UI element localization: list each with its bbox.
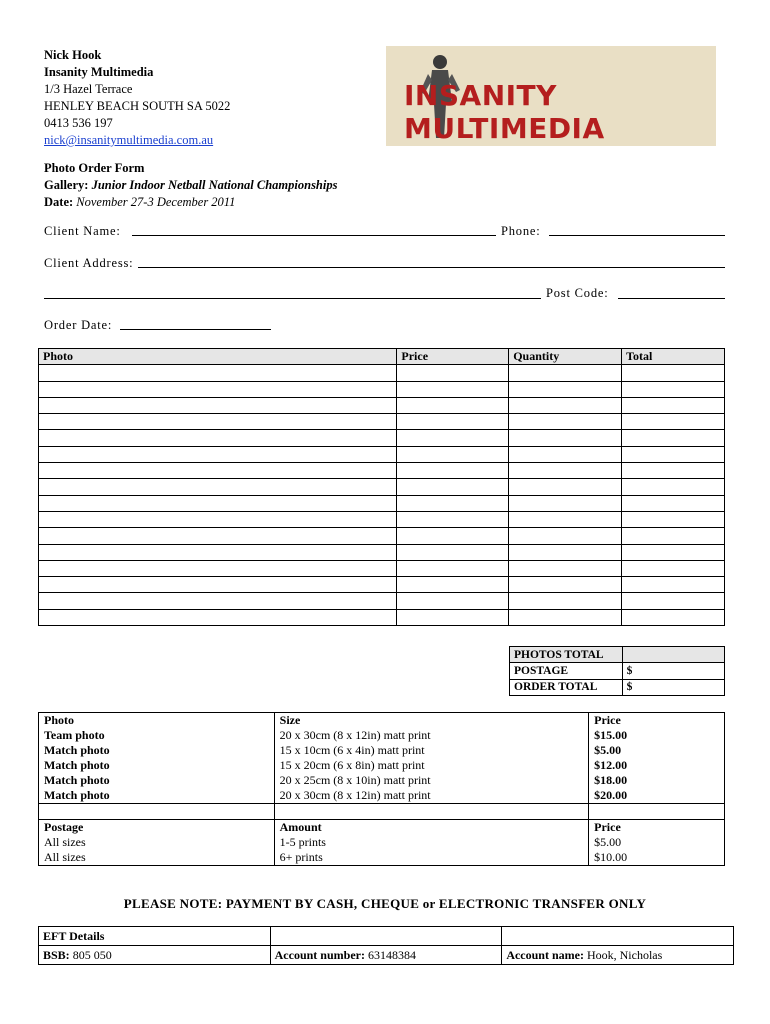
- photo-cell[interactable]: [39, 577, 397, 593]
- quantity-cell[interactable]: [509, 609, 622, 625]
- price-list-price-4: $18.00: [594, 773, 628, 787]
- form-title: Photo Order Form: [44, 161, 145, 175]
- total-cell[interactable]: [622, 560, 725, 576]
- total-cell[interactable]: [622, 479, 725, 495]
- contact-name: Nick Hook: [44, 48, 102, 62]
- order-row: [39, 479, 725, 495]
- postage-amount-header: Amount: [279, 820, 322, 835]
- postage-amount-cell: [274, 820, 589, 866]
- quantity-cell[interactable]: [509, 397, 622, 413]
- postage-value[interactable]: $: [622, 663, 724, 679]
- order-row: [39, 511, 725, 527]
- price-list-row: [39, 713, 725, 804]
- client-name-field[interactable]: [132, 235, 496, 236]
- total-cell[interactable]: [622, 365, 725, 381]
- quantity-cell[interactable]: [509, 495, 622, 511]
- postage-size-2: All sizes: [44, 850, 86, 865]
- quantity-cell[interactable]: [509, 511, 622, 527]
- order-row: [39, 528, 725, 544]
- price-list-price-5: $20.00: [594, 788, 628, 802]
- price-list-table: [38, 712, 725, 866]
- client-name-label: Client Name:: [44, 224, 121, 238]
- price-cell[interactable]: [397, 560, 509, 576]
- quantity-cell[interactable]: [509, 365, 622, 381]
- price-cell[interactable]: [397, 381, 509, 397]
- quantity-cell[interactable]: [509, 479, 622, 495]
- photo-cell[interactable]: [39, 397, 397, 413]
- total-cell[interactable]: [622, 495, 725, 511]
- post-code-field[interactable]: [618, 298, 725, 299]
- price-list-spacer-row: [39, 804, 725, 820]
- order-row: [39, 609, 725, 625]
- price-list-photo-3: Match photo: [44, 758, 110, 772]
- order-date-label: Order Date:: [44, 318, 113, 332]
- contact-address-line2: HENLEY BEACH SOUTH SA 5022: [44, 99, 231, 113]
- eft-title-row: [39, 927, 734, 946]
- price-list-photo-2: Match photo: [44, 743, 110, 757]
- price-list-price-3: $12.00: [594, 758, 628, 772]
- price-list-photo-cell: [39, 713, 275, 804]
- contact-phone: 0413 536 197: [44, 116, 113, 130]
- col-photo-header: Photo: [39, 349, 397, 365]
- photo-cell[interactable]: [39, 609, 397, 625]
- quantity-cell[interactable]: [509, 446, 622, 462]
- photo-cell[interactable]: [39, 528, 397, 544]
- total-cell[interactable]: [622, 544, 725, 560]
- postage-header: Postage: [44, 820, 84, 835]
- price-cell[interactable]: [397, 609, 509, 625]
- order-row: [39, 593, 725, 609]
- price-cell[interactable]: [397, 577, 509, 593]
- postage-amount-2: 6+ prints: [279, 850, 323, 865]
- bsb-label: BSB:: [43, 947, 70, 962]
- photo-cell[interactable]: [39, 479, 397, 495]
- total-cell[interactable]: [622, 577, 725, 593]
- phone-label: Phone:: [501, 224, 541, 238]
- price-list-price-cell: [589, 713, 725, 804]
- quantity-cell[interactable]: [509, 528, 622, 544]
- price-list-size-2: 15 x 10cm (6 x 4in) matt print: [279, 743, 425, 757]
- postage-size-1: All sizes: [44, 835, 86, 850]
- order-total-label: ORDER TOTAL: [510, 679, 623, 695]
- client-address-field-line2[interactable]: [44, 298, 541, 299]
- col-quantity-header: Quantity: [509, 349, 622, 365]
- total-cell[interactable]: [622, 511, 725, 527]
- client-address-label: Client Address:: [44, 256, 134, 270]
- total-cell[interactable]: [622, 609, 725, 625]
- contact-company: Insanity Multimedia: [44, 65, 154, 79]
- price-list-photo-header: Photo: [44, 713, 74, 727]
- price-cell[interactable]: [397, 463, 509, 479]
- order-row: [39, 463, 725, 479]
- postage-price-row: [39, 820, 725, 866]
- postage-price-1: $5.00: [594, 835, 622, 850]
- account-number-value: 63148384: [367, 947, 416, 962]
- eft-empty-cell: [270, 927, 502, 946]
- account-name-cell: [502, 946, 734, 965]
- price-cell[interactable]: [397, 511, 509, 527]
- order-row: [39, 544, 725, 560]
- phone-field[interactable]: [549, 235, 725, 236]
- quantity-cell[interactable]: [509, 544, 622, 560]
- quantity-cell[interactable]: [509, 577, 622, 593]
- total-cell[interactable]: [622, 446, 725, 462]
- total-cell[interactable]: [622, 430, 725, 446]
- price-list-price-header: Price: [594, 713, 621, 727]
- photo-cell[interactable]: [39, 430, 397, 446]
- order-row: [39, 430, 725, 446]
- total-cell[interactable]: [622, 593, 725, 609]
- price-list-size-cell: [274, 713, 589, 804]
- total-cell[interactable]: [622, 414, 725, 430]
- photo-cell[interactable]: [39, 495, 397, 511]
- price-cell[interactable]: [397, 593, 509, 609]
- price-cell[interactable]: [397, 544, 509, 560]
- price-list-size-4: 20 x 25cm (8 x 10in) matt print: [279, 773, 431, 787]
- price-list-size-1: 20 x 30cm (8 x 12in) matt print: [279, 728, 431, 742]
- photos-total-row: [510, 647, 725, 663]
- order-table: [38, 348, 725, 626]
- quantity-cell[interactable]: [509, 593, 622, 609]
- photo-cell[interactable]: [39, 365, 397, 381]
- photo-cell[interactable]: [39, 381, 397, 397]
- price-cell[interactable]: [397, 528, 509, 544]
- order-row: [39, 495, 725, 511]
- form-header: [44, 160, 337, 211]
- account-number-cell: [270, 946, 502, 965]
- price-cell[interactable]: [397, 446, 509, 462]
- price-cell[interactable]: [397, 365, 509, 381]
- account-name-value: Hook, Nicholas: [586, 947, 663, 962]
- postage-size-cell: [39, 820, 275, 866]
- photos-total-label: PHOTOS TOTAL: [510, 647, 623, 663]
- order-row: [39, 381, 725, 397]
- photo-cell[interactable]: [39, 446, 397, 462]
- price-list-size-3: 15 x 20cm (6 x 8in) matt print: [279, 758, 425, 772]
- gallery-label: Gallery:: [44, 178, 89, 192]
- spacer-cell: [589, 804, 725, 820]
- spacer-cell: [274, 804, 589, 820]
- photo-cell[interactable]: [39, 414, 397, 430]
- col-price-header: Price: [397, 349, 509, 365]
- price-cell[interactable]: [397, 479, 509, 495]
- post-code-label: Post Code:: [546, 286, 609, 300]
- price-list-size-5: 20 x 30cm (8 x 12in) matt print: [279, 788, 431, 802]
- price-list-price-1: $15.00: [594, 728, 628, 742]
- postage-price-2: $10.00: [594, 850, 628, 865]
- postage-price-cell: [589, 820, 725, 866]
- order-row: [39, 577, 725, 593]
- price-list-size-header: Size: [279, 713, 301, 727]
- col-total-header: Total: [622, 349, 725, 365]
- order-row: [39, 397, 725, 413]
- spacer-cell: [39, 804, 275, 820]
- order-total-value[interactable]: $: [622, 679, 724, 695]
- photo-cell[interactable]: [39, 463, 397, 479]
- eft-empty-cell: [502, 927, 734, 946]
- date-label: Date:: [44, 195, 74, 209]
- price-list-photo-5: Match photo: [44, 788, 110, 802]
- postage-label: POSTAGE: [510, 663, 623, 679]
- photo-cell[interactable]: [39, 511, 397, 527]
- price-list-photo-1: Team photo: [44, 728, 105, 742]
- contact-address-line1: 1/3 Hazel Terrace: [44, 82, 133, 96]
- totals-table: [509, 646, 725, 696]
- eft-title: EFT Details: [39, 927, 271, 946]
- price-list-photo-4: Match photo: [44, 773, 110, 787]
- quantity-cell[interactable]: [509, 381, 622, 397]
- gallery-value: Junior Indoor Netball National Championships: [91, 178, 338, 192]
- price-cell[interactable]: [397, 414, 509, 430]
- postage-amount-1: 1-5 prints: [279, 835, 326, 850]
- photo-cell[interactable]: [39, 560, 397, 576]
- bsb-value: 805 050: [72, 947, 112, 962]
- bsb-cell: [39, 946, 271, 965]
- postage-row: [510, 663, 725, 679]
- contact-email-link[interactable]: nick@insanitymultimedia.com.au: [44, 133, 214, 147]
- quantity-cell[interactable]: [509, 430, 622, 446]
- eft-details-row: [39, 946, 734, 965]
- total-cell[interactable]: [622, 397, 725, 413]
- price-cell[interactable]: [397, 397, 509, 413]
- total-cell[interactable]: [622, 528, 725, 544]
- quantity-cell[interactable]: [509, 414, 622, 430]
- total-cell[interactable]: [622, 381, 725, 397]
- order-date-field[interactable]: [120, 329, 271, 330]
- price-cell[interactable]: [397, 495, 509, 511]
- order-total-row: [510, 679, 725, 695]
- postage-price-header: Price: [594, 820, 621, 835]
- photo-cell[interactable]: [39, 593, 397, 609]
- order-row: [39, 560, 725, 576]
- order-table-header: [39, 349, 725, 365]
- logo-text: INSANITY MULTIMEDIA: [404, 79, 605, 145]
- total-cell[interactable]: [622, 463, 725, 479]
- account-name-label: Account name:: [506, 947, 584, 962]
- price-list-price-2: $5.00: [594, 743, 622, 757]
- photo-cell[interactable]: [39, 544, 397, 560]
- price-cell[interactable]: [397, 430, 509, 446]
- photos-total-value[interactable]: [622, 647, 724, 663]
- account-number-label: Account number:: [274, 947, 365, 962]
- date-value: November 27-3 December 2011: [76, 195, 236, 209]
- order-row: [39, 446, 725, 462]
- eft-table: [38, 926, 734, 965]
- company-logo: [386, 46, 716, 146]
- payment-note: PLEASE NOTE: PAYMENT BY CASH, CHEQUE or ELECTRONIC TRANSFER ONLY: [123, 896, 647, 911]
- order-row: [39, 365, 725, 381]
- client-address-field[interactable]: [138, 267, 725, 268]
- contact-block: [44, 47, 230, 149]
- quantity-cell[interactable]: [509, 560, 622, 576]
- order-row: [39, 414, 725, 430]
- quantity-cell[interactable]: [509, 463, 622, 479]
